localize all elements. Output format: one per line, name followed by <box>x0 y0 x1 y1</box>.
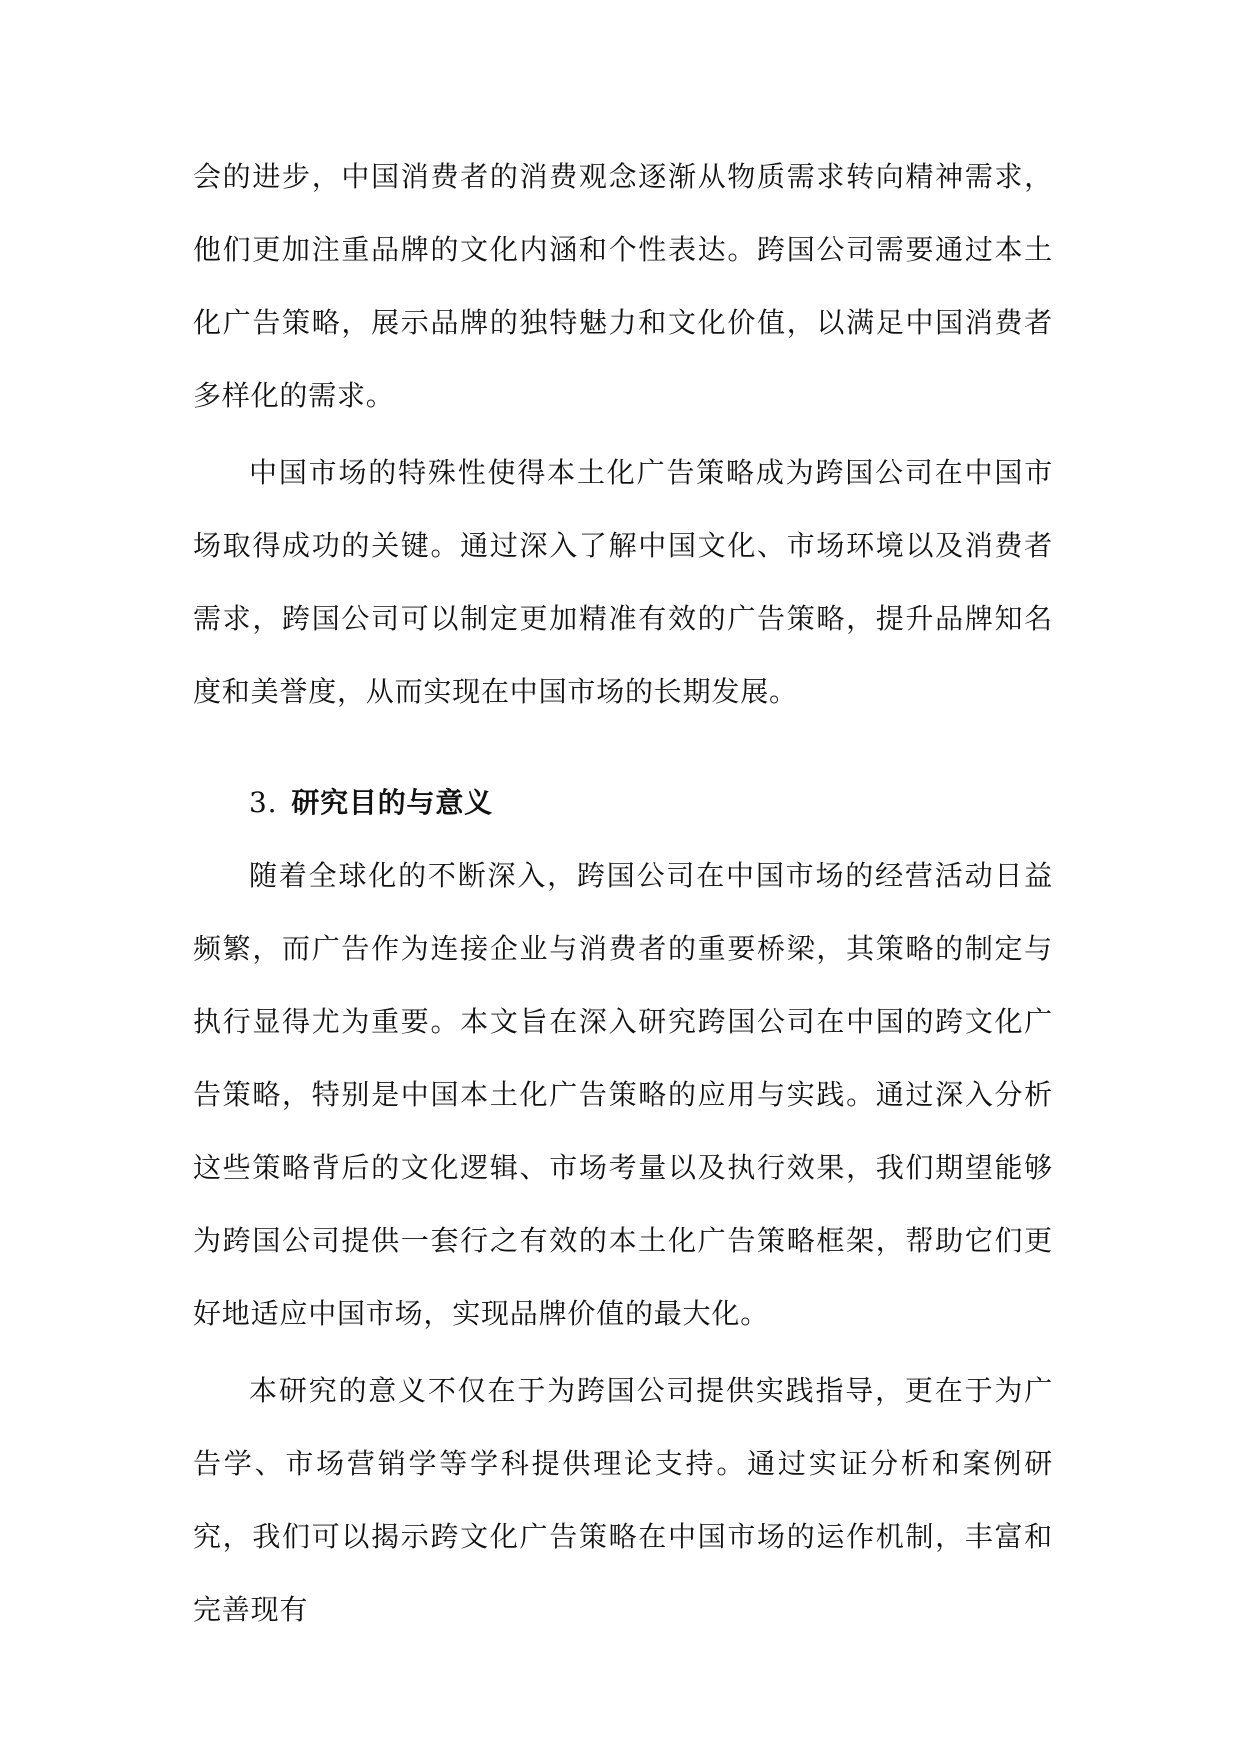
section-heading <box>193 766 1053 839</box>
paragraph-research-significance: 本研究的意义不仅在于为跨国公司提供实践指导，更在于为广告学、市场营销学等学科提供理论支持。通过实证分析和案例研究，我们可以揭示跨文化广告策略在中国市场的运作机制，丰富和完善现有 <box>193 1374 1053 1626</box>
paragraph-market-specificity: 中国市场的特殊性使得本土化广告策略成为跨国公司在中国市场取得成功的关键。通过深入了解中国文化、市场环境以及消费者需求，跨国公司可以制定更加精准有效的广告策略，提升品牌知名度和美誉度，从而实现在中国市场的长期发展。 <box>193 456 1053 708</box>
section-title: 研究目的与意义 <box>291 786 493 819</box>
page-body <box>193 140 1053 1646</box>
paragraph-research-purpose: 随着全球化的不断深入，跨国公司在中国市场的经营活动日益频繁，而广告作为连接企业与消费者的重要桥梁，其策略的制定与执行显得尤为重要。本文旨在深入研究跨国公司在中国的跨文化广告策略，特别是中国本土化广告策略的应用与实践。通过深入分析这些策略背后的文化逻辑、市场考量以及执行效果，我们期望能够为跨国公司提供一套行之有效的本土化广告策略框架，帮助它们更好地适应中国市场，实现品牌价值的最大化。 <box>193 859 1053 1330</box>
paragraph-continued: 会的进步，中国消费者的消费观念逐渐从物质需求转向精神需求，他们更加注重品牌的文化内涵和个性表达。跨国公司需要通过本土化广告策略，展示品牌的独特魅力和文化价值，以满足中国消费者多样化的需求。 <box>193 160 1053 412</box>
section-number: 3. <box>249 786 278 819</box>
